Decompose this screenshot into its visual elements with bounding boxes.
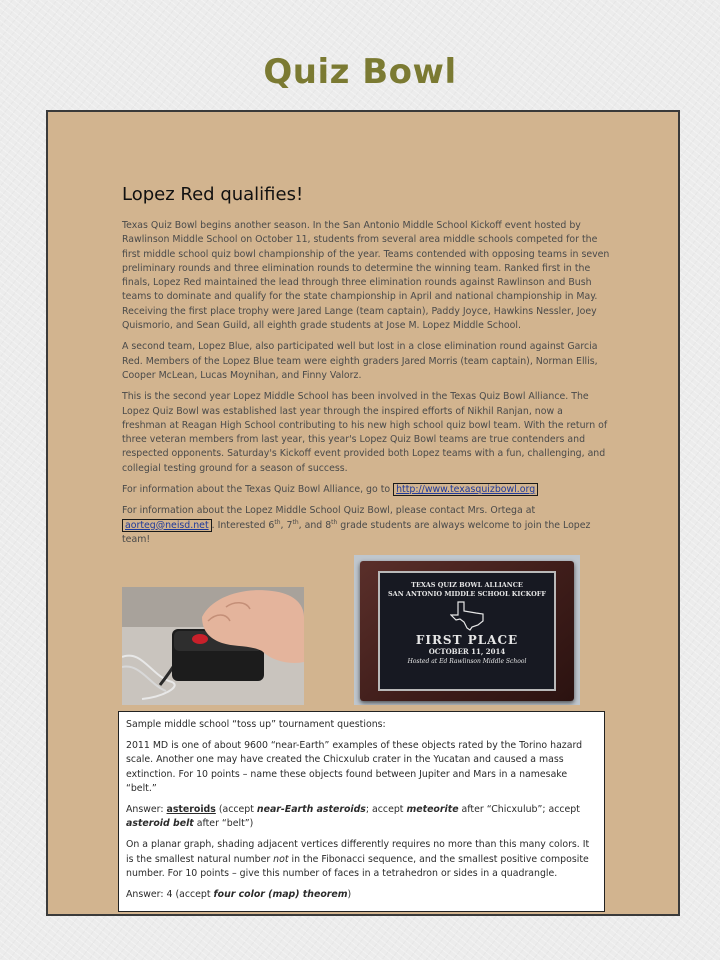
plaque-photo xyxy=(354,555,580,705)
plaque-date: OCTOBER 11, 2014 xyxy=(428,647,506,656)
ordinal-suffix: th xyxy=(331,518,338,526)
answer-1-part: asteroid belt xyxy=(126,818,194,830)
contact-text-part: , and 8 xyxy=(298,519,332,531)
answer-2-part: ) xyxy=(347,889,352,901)
article-body xyxy=(122,219,610,554)
texas-outline-icon xyxy=(450,601,484,631)
answer-2 xyxy=(126,888,597,902)
alliance-info-text: For information about the Texas Quiz Bowl Alliance, go to xyxy=(122,484,394,496)
plaque-plate xyxy=(378,571,556,691)
buzzer-photo xyxy=(122,587,304,705)
answer-1-part: after “belt”) xyxy=(193,818,254,830)
contact-text-part: , 7 xyxy=(280,519,293,531)
answer-1-part: ; accept xyxy=(365,804,407,816)
sample-questions-box xyxy=(118,711,605,912)
plaque-line-1: TEXAS QUIZ BOWL ALLIANCE xyxy=(411,581,523,589)
contact-info-text: For information about the Lopez Middle School Quiz Bowl, please contact Mrs. Ortega at xyxy=(122,505,536,517)
answer-1-main: asteroids xyxy=(166,804,216,816)
plaque-first-place: FIRST PLACE xyxy=(415,633,519,647)
plaque-hosted: Hosted at Ed Rawlinson Middle School xyxy=(407,658,527,665)
questions-intro: Sample middle school “toss up” tournament questions: xyxy=(126,719,386,730)
contact-text-part: . Interested 6 xyxy=(211,519,275,531)
ordinal-suffix: th xyxy=(292,518,299,526)
answer-1-part: near-Earth asteroids xyxy=(256,804,366,816)
question-2-part: in the Fibonacci sequence, and the smallest positive composite number. For 10 points – give this number of faces in a tetrahedron or sides in a quadrangle. xyxy=(126,853,589,879)
answer-1-part: after “Chicxulub”; accept xyxy=(458,804,580,816)
question-2-part: On a planar graph, shading adjacent vertices differently requires no more than this many colors. It is the smallest natural number xyxy=(126,839,590,865)
ordinal-suffix: th xyxy=(274,518,281,526)
question-2 xyxy=(126,838,597,881)
article-paragraph-4 xyxy=(122,483,610,497)
answer-1 xyxy=(126,803,597,831)
answer-1-part: Answer: xyxy=(126,804,167,816)
answer-1-part: meteorite xyxy=(406,804,459,816)
question-2-part: not xyxy=(273,853,289,865)
article-paragraph-3: This is the second year Lopez Middle School has been involved in the Texas Quiz Bowl Alliance. The Lopez Quiz Bowl was established last year through the inspired efforts of Nikhil Ranjan, now a freshman at Reagan High School contributing to his new high school quiz bowl team. With the return of three veteran members from last year, this year's Lopez Quiz Bowl teams are true contenders and respected opponents. Saturday's Kickoff event provided both Lopez teams with a fun, challenging, and collegial testing ground for a season of success. xyxy=(122,391,608,474)
article-headline: Lopez Red qualifies! xyxy=(122,184,304,205)
contact-text-part: grade students are always welcome to join the Lopez team! xyxy=(122,519,591,545)
alliance-website-link[interactable]: http://www.texasquizbowl.org xyxy=(393,483,538,496)
answer-1-part: (accept xyxy=(215,804,257,816)
buzzer-illustration xyxy=(122,587,304,705)
plaque-board xyxy=(360,561,574,701)
plaque-line-2: SAN ANTONIO MIDDLE SCHOOL KICKOFF xyxy=(387,590,547,598)
page-title: Quiz Bowl xyxy=(263,52,457,92)
article-paragraph-2: A second team, Lopez Blue, also participated well but lost in a close elimination round against Garcia Red. Members of the Lopez Blue team were eighth graders Jared Morris (team captain), Norman Ellis, Cooper McLean, Lucas Moynihan, and Finny Valorz. xyxy=(122,341,598,381)
question-1: 2011 MD is one of about 9600 “near-Earth” examples of these objects rated by the Torino hazard scale. Another one may have created the Chicxulub crater in the Yucatan and caused a mass extinction. For 10 points – name these objects found between Jupiter and Mars in a namesake “belt.” xyxy=(126,740,583,794)
article-paragraph-1: Texas Quiz Bowl begins another season. In the San Antonio Middle School Kickoff event hosted by Rawlinson Middle School on October 11, students from several area middle schools competed for the first middle school quiz bowl championship of the year. Teams contended with opposing teams in seven preliminary rounds and three elimination rounds to determine the winning team. Ranked first in the finals, Lopez Red maintained the lead through three elimination rounds against Rawlinson and Bush teams to dominate and qualify for the state championship in April and national championship in May. Receiving the first place trophy were Jared Lange (team captain), Paddy Joyce, Hawkins Nessler, Joey Quismorio, and Sean Guild, all eighth grade students at Jose M. Lopez Middle School. xyxy=(122,220,610,332)
answer-2-part: four color (map) theorem xyxy=(213,889,348,901)
article-paragraph-5 xyxy=(122,504,610,547)
contact-email-link[interactable]: aorteg@neisd.net xyxy=(122,519,212,532)
answer-2-part: Answer: 4 (accept xyxy=(126,889,214,901)
